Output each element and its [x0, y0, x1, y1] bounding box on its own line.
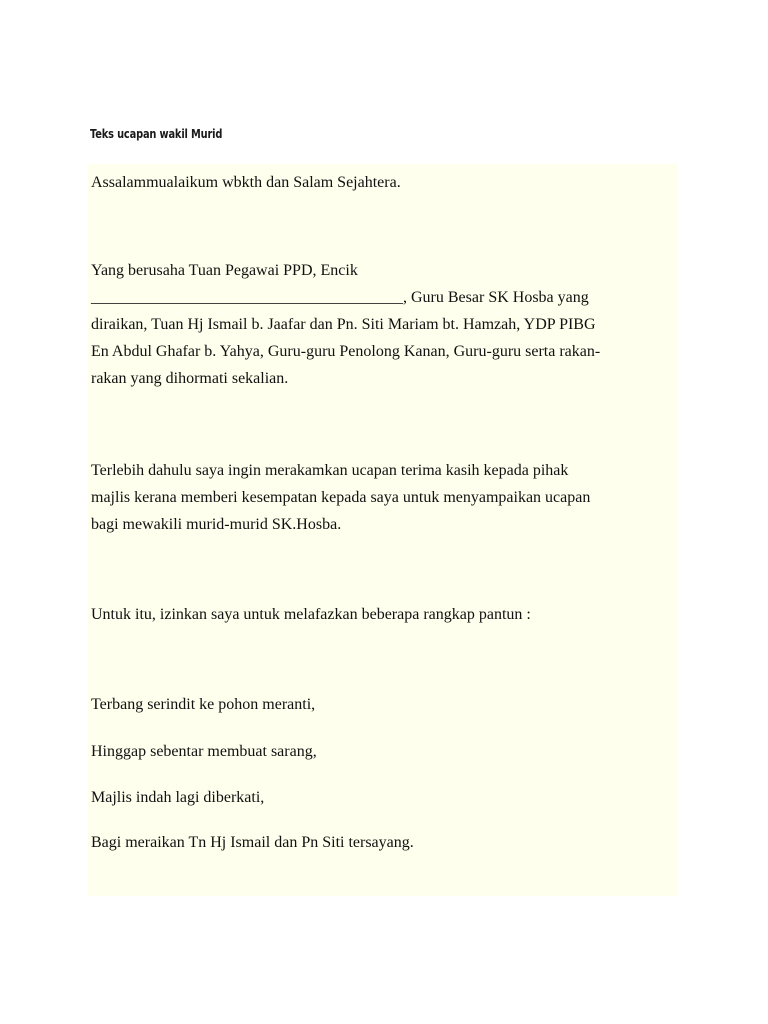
document-title: Teks ucapan wakil Murid	[90, 127, 223, 141]
address-line: Yang berusaha Tuan Pegawai PPD, Encik	[91, 262, 358, 279]
pantun-line: Terbang serindit ke pohon meranti,	[91, 696, 316, 713]
thanks-line: Terlebih dahulu saya ingin merakamkan ucapan terima kasih kepada pihak	[91, 462, 569, 479]
intro-paragraph: Untuk itu, izinkan saya untuk melafazkan beberapa rangkap pantun :	[91, 606, 531, 623]
address-line: rakan yang dihormati sekalian.	[91, 370, 289, 387]
address-line: diraikan, Tuan Hj Ismail b. Jaafar dan Pn. Siti Mariam bt. Hamzah, YDP PIBG	[91, 316, 596, 333]
greeting-paragraph: Assalammualaikum wbkth dan Salam Sejahtera.	[91, 174, 401, 191]
address-paragraph	[91, 257, 600, 392]
thanks-paragraph	[91, 457, 590, 538]
pantun-line: Bagi meraikan Tn Hj Ismail dan Pn Siti tersayang.	[91, 834, 414, 851]
thanks-line: majlis kerana memberi kesempatan kepada saya untuk menyampaikan ucapan	[91, 489, 591, 506]
pantun-line: Majlis indah lagi diberkati,	[91, 789, 265, 806]
pantun-line: Hinggap sebentar membuat sarang,	[91, 743, 317, 760]
thanks-line: bagi mewakili murid-murid SK.Hosba.	[91, 516, 342, 533]
address-line: En Abdul Ghafar b. Yahya, Guru-guru Penolong Kanan, Guru-guru serta rakan-	[91, 343, 601, 360]
address-line: _______________________________________, Guru Besar SK Hosba yang	[91, 289, 589, 306]
